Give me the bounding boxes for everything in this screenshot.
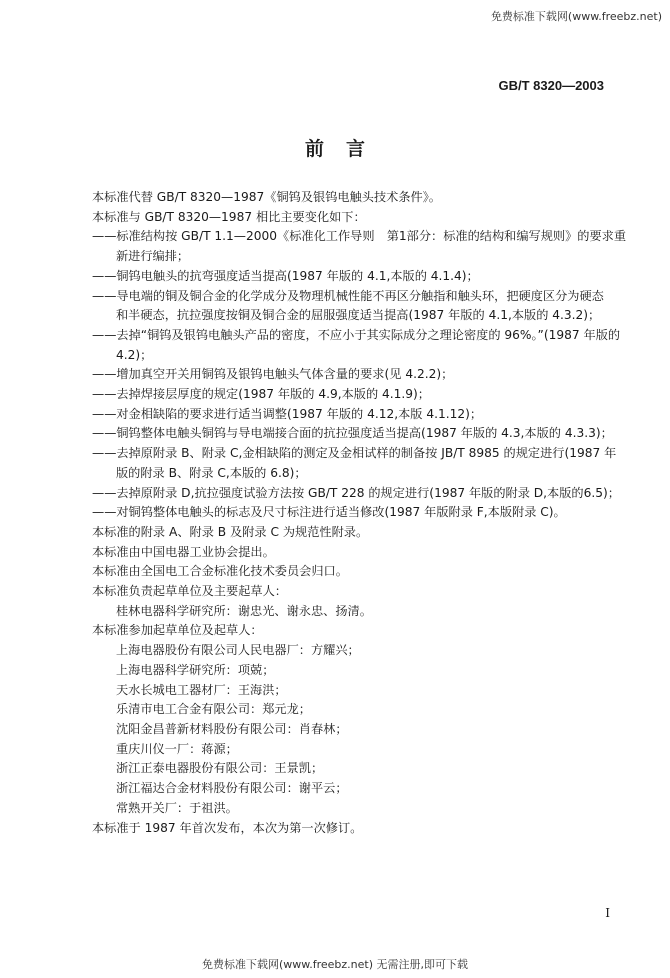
footer-note: 免费标准下载网(www.freebz.net) 无需注册,即可下载 (201, 958, 469, 971)
standard-number: GB/T 8320—2003 (498, 78, 604, 93)
paragraph: 本标准由中国电器工业协会提出。 (92, 544, 275, 559)
paragraph: 本标准于 1987 年首次发布，本次为第一次修订。 (92, 820, 363, 835)
change-item: ——对金相缺陷的要求进行适当调整(1987 年版的 4.12,本版 4.1.12)； (92, 406, 483, 421)
change-item-continued: 版的附录 B、附录 C,本版的 6.8)； (116, 465, 307, 480)
change-item: ——对铜钨整体电触头的标志及尺寸标注进行适当修改(1987 年版附录 F,本版附录 C)。 (92, 505, 566, 520)
change-item: ——增加真空开关用铜钨及银钨电触头气体含量的要求(见 4.2.2)； (92, 367, 454, 382)
change-item: ——去掉“铜钨及银钨电触头产品的密度，不应小于其实际成分之理论密度的 96%。”(1987 年版的 (92, 327, 621, 342)
change-item-continued: 4.2)； (116, 347, 153, 362)
paragraph: 本标准与 GB/T 8320—1987 相比主要变化如下： (92, 209, 366, 224)
drafter-entry: 沈阳金昌普新材料股份有限公司：肖春林； (116, 721, 348, 736)
change-item: ——导电端的铜及铜合金的化学成分及物理机械性能不再区分触指和触头环，把硬度区分为硬态 (92, 288, 604, 303)
change-item: ——铜钨整体电触头铜钨与导电端接合面的抗拉强度适当提高(1987 年版的 4.3,本版的 4.3.3)； (92, 426, 613, 441)
paragraph: 本标准负责起草单位及主要起草人： (92, 584, 287, 599)
preface-body (92, 188, 627, 838)
drafter-entry: 重庆川仪一厂：蒋源； (116, 741, 238, 756)
paragraph: 本标准的附录 A、附录 B 及附录 C 为规范性附录。 (92, 524, 369, 539)
change-item-continued: 和半硬态，抗拉强度按铜及铜合金的屈服强度适当提高(1987 年版的 4.1,本版的 4.3.2)； (116, 308, 601, 323)
drafter-entry: 浙江正泰电器股份有限公司：王景凯； (116, 761, 324, 776)
change-item-continued: 新进行编排； (116, 249, 190, 264)
paragraph: 本标准由全国电工合金标准化技术委员会归口。 (92, 564, 348, 579)
drafter-entry: 天水长城电工器材厂：王海洪； (116, 682, 287, 697)
change-item: ——标准结构按 GB/T 1.1—2000《标准化工作导则 第1部分：标准的结构和编写规则》的要求重 (92, 229, 627, 244)
drafter-entry: 常熟开关厂：于祖洪。 (116, 800, 238, 815)
drafter-entry: 上海电器股份有限公司人民电器厂：方耀兴； (116, 643, 360, 658)
page-number: I (605, 906, 610, 920)
drafter-entry: 桂林电器科学研究所：谢忠光、谢永忠、扬清。 (116, 603, 372, 618)
page-title: 前言 (304, 138, 387, 160)
paragraph: 本标准参加起草单位及起草人： (92, 623, 263, 638)
change-item: ——铜钨电触头的抗弯强度适当提高(1987 年版的 4.1,本版的 4.1.4)； (92, 268, 479, 283)
change-item: ——去掉原附录 B、附录 C,金相缺陷的测定及金相试样的制备按 JB/T 8985 的规定进行(1987 年 (92, 446, 617, 461)
drafter-entry: 上海电器科学研究所：项兢； (116, 662, 275, 677)
drafter-entry: 乐清市电工合金有限公司：郑元龙； (116, 702, 311, 717)
site-note: 免费标准下载网(www.freebz.net) (490, 10, 662, 23)
change-item: ——去掉原附录 D,抗拉强度试验方法按 GB/T 228 的规定进行(1987 年版的附录 D,本版的6.5)； (92, 485, 620, 500)
drafter-entry: 浙江福达合金材料股份有限公司：谢平云； (116, 781, 348, 796)
paragraph: 本标准代替 GB/T 8320—1987《铜钨及银钨电触头技术条件》。 (92, 190, 441, 204)
change-item: ——去掉焊接层厚度的规定(1987 年版的 4.9,本版的 4.1.9)； (92, 387, 430, 402)
